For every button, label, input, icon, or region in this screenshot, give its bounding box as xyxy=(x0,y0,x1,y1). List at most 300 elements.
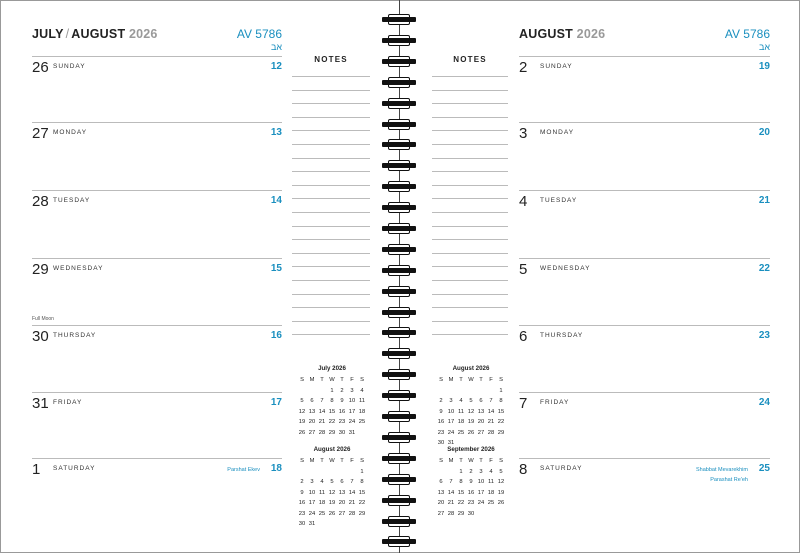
weekday-header: T xyxy=(340,458,344,465)
calendar-day[interactable]: 24 xyxy=(447,429,455,436)
spiral-ring xyxy=(382,139,416,150)
calendar-day xyxy=(357,519,367,530)
hebrew-script-label: אב xyxy=(270,42,282,52)
weekday-header: T xyxy=(320,377,324,384)
calendar-day[interactable]: 1 xyxy=(499,387,503,394)
calendar-day[interactable]: 21 xyxy=(487,419,495,426)
notes-line[interactable] xyxy=(432,144,508,145)
mini-calendar-july xyxy=(297,365,367,438)
mini-calendar-grid xyxy=(297,375,367,438)
calendar-day[interactable]: 12 xyxy=(497,479,505,486)
calendar-day xyxy=(476,386,486,397)
calendar-day[interactable]: 3 xyxy=(350,387,354,394)
calendar-day xyxy=(496,509,506,520)
weekday-header: M xyxy=(309,458,315,465)
calendar-day[interactable]: 3 xyxy=(449,398,453,405)
day-number: 31 xyxy=(32,395,49,412)
calendar-day[interactable]: 6 xyxy=(479,398,483,405)
notes-line[interactable] xyxy=(432,212,508,213)
calendar-day[interactable]: 15 xyxy=(328,408,336,415)
calendar-day[interactable]: 9 xyxy=(439,408,443,415)
calendar-day[interactable]: 4 xyxy=(360,387,364,394)
calendar-day[interactable]: 23 xyxy=(437,429,445,436)
calendar-day[interactable]: 25 xyxy=(318,510,326,517)
calendar-day[interactable]: 6 xyxy=(340,479,344,486)
day-row[interactable] xyxy=(519,56,770,125)
day-name: THURSDAY xyxy=(53,332,97,339)
calendar-day[interactable]: 28 xyxy=(447,510,455,517)
calendar-day[interactable]: 17 xyxy=(447,419,455,426)
calendar-day[interactable]: 6 xyxy=(310,398,314,405)
calendar-day[interactable]: 9 xyxy=(300,489,304,496)
spiral-ring xyxy=(382,495,416,506)
day-row[interactable] xyxy=(519,122,770,191)
calendar-day[interactable]: 22 xyxy=(358,500,366,507)
notes-line[interactable] xyxy=(432,171,508,172)
calendar-day[interactable]: 28 xyxy=(318,429,326,436)
day-name: SUNDAY xyxy=(53,63,86,70)
notes-line[interactable] xyxy=(292,130,370,131)
calendar-day xyxy=(337,467,347,478)
hebrew-date: 13 xyxy=(270,127,282,138)
calendar-day xyxy=(446,386,456,397)
calendar-day[interactable]: 27 xyxy=(308,429,316,436)
calendar-day[interactable]: 20 xyxy=(477,419,485,426)
day-name: TUESDAY xyxy=(540,197,578,204)
hebrew-date: 18 xyxy=(270,463,282,474)
calendar-day[interactable]: 24 xyxy=(477,500,485,507)
calendar-day[interactable]: 18 xyxy=(358,408,366,415)
calendar-day xyxy=(436,386,446,397)
spiral-ring xyxy=(382,390,416,401)
day-name: WEDNESDAY xyxy=(540,265,591,272)
notes-title: NOTES xyxy=(453,55,487,64)
month-label: JULY xyxy=(32,27,64,41)
parsha-note: Shabbat Mevarekhim Parashat Re'eh xyxy=(696,467,748,483)
calendar-day[interactable]: 23 xyxy=(467,500,475,507)
calendar-day[interactable]: 12 xyxy=(298,408,306,415)
calendar-day[interactable]: 20 xyxy=(437,500,445,507)
day-number: 2 xyxy=(519,59,528,76)
calendar-day[interactable]: 7 xyxy=(320,398,324,405)
spiral-ring xyxy=(382,348,416,359)
calendar-day[interactable]: 19 xyxy=(497,489,505,496)
hebrew-script-label: אב xyxy=(758,42,770,52)
calendar-day[interactable]: 30 xyxy=(298,521,306,528)
calendar-day[interactable]: 16 xyxy=(338,408,346,415)
notes-line[interactable] xyxy=(292,321,370,322)
weekday-header: F xyxy=(489,377,493,384)
year-label: 2026 xyxy=(576,27,606,41)
weekday-header: T xyxy=(320,458,324,465)
calendar-day[interactable]: 4 xyxy=(320,479,324,486)
calendar-day[interactable]: 18 xyxy=(318,500,326,507)
day-number: 4 xyxy=(519,193,528,210)
month2-label: AUGUST xyxy=(71,27,126,41)
weekday-header: W xyxy=(329,377,335,384)
calendar-day[interactable]: 3 xyxy=(310,479,314,486)
calendar-day[interactable]: 25 xyxy=(487,500,495,507)
calendar-day[interactable]: 16 xyxy=(467,489,475,496)
calendar-day[interactable]: 10 xyxy=(308,489,316,496)
calendar-day xyxy=(446,467,456,478)
calendar-day[interactable]: 30 xyxy=(437,440,445,447)
notes-line[interactable] xyxy=(292,198,370,199)
calendar-day[interactable]: 26 xyxy=(328,510,336,517)
calendar-day[interactable]: 16 xyxy=(298,500,306,507)
calendar-day[interactable]: 18 xyxy=(487,489,495,496)
notes-line[interactable] xyxy=(432,76,508,77)
calendar-day[interactable]: 25 xyxy=(457,429,465,436)
notes-line[interactable] xyxy=(292,144,370,145)
spiral-ring xyxy=(382,265,416,276)
notes-line[interactable] xyxy=(292,76,370,77)
calendar-day xyxy=(317,467,327,478)
spiral-ring xyxy=(382,14,416,25)
calendar-day[interactable]: 10 xyxy=(447,408,455,415)
weekday-header: F xyxy=(350,377,354,384)
calendar-day xyxy=(436,467,446,478)
right-page xyxy=(400,0,800,553)
calendar-day[interactable]: 12 xyxy=(328,489,336,496)
calendar-day[interactable]: 3 xyxy=(479,468,483,475)
calendar-day xyxy=(317,386,327,397)
calendar-day xyxy=(337,519,347,530)
spiral-ring xyxy=(382,432,416,443)
calendar-day[interactable]: 28 xyxy=(487,429,495,436)
day-row[interactable] xyxy=(519,325,770,394)
day-row[interactable] xyxy=(32,258,282,327)
calendar-day[interactable]: 29 xyxy=(328,429,336,436)
calendar-day xyxy=(297,467,307,478)
spiral-ring xyxy=(382,223,416,234)
calendar-day[interactable]: 16 xyxy=(437,419,445,426)
calendar-day[interactable]: 7 xyxy=(489,398,493,405)
calendar-day[interactable]: 2 xyxy=(300,479,304,486)
day-name: MONDAY xyxy=(53,129,88,136)
notes-line[interactable] xyxy=(292,307,370,308)
left-hebrew-header xyxy=(200,27,282,53)
notes-line[interactable] xyxy=(432,226,508,227)
month-label: AUGUST xyxy=(519,27,573,41)
calendar-day[interactable]: 8 xyxy=(360,479,364,486)
notes-line[interactable] xyxy=(292,103,370,104)
weekday-header: S xyxy=(300,377,304,384)
calendar-day[interactable]: 17 xyxy=(348,408,356,415)
notes-line[interactable] xyxy=(432,266,508,267)
notes-line[interactable] xyxy=(432,130,508,131)
calendar-day[interactable]: 30 xyxy=(338,429,346,436)
calendar-day[interactable]: 7 xyxy=(350,479,354,486)
hebrew-date: 24 xyxy=(758,397,770,408)
calendar-day[interactable]: 2 xyxy=(439,398,443,405)
calendar-day[interactable]: 2 xyxy=(340,387,344,394)
notes-line[interactable] xyxy=(432,294,508,295)
day-number: 26 xyxy=(32,59,49,76)
calendar-day xyxy=(466,386,476,397)
calendar-day[interactable]: 17 xyxy=(308,500,316,507)
notes-line[interactable] xyxy=(432,239,508,240)
spiral-ring xyxy=(382,369,416,380)
notes-line[interactable] xyxy=(292,239,370,240)
mini-calendar-title: August 2026 xyxy=(313,446,351,453)
calendar-day[interactable]: 13 xyxy=(308,408,316,415)
calendar-day[interactable]: 28 xyxy=(348,510,356,517)
weekday-header: S xyxy=(499,377,503,384)
calendar-day[interactable]: 14 xyxy=(487,408,495,415)
weekday-header: S xyxy=(360,458,364,465)
weekday-header: T xyxy=(479,458,483,465)
calendar-day[interactable]: 21 xyxy=(348,500,356,507)
spiral-ring xyxy=(382,307,416,318)
calendar-day[interactable]: 12 xyxy=(467,408,475,415)
calendar-day[interactable]: 15 xyxy=(457,489,465,496)
day-number: 30 xyxy=(32,328,49,345)
calendar-day[interactable]: 24 xyxy=(308,510,316,517)
calendar-day[interactable]: 26 xyxy=(467,429,475,436)
mini-calendar-september xyxy=(436,446,506,519)
day-name: FRIDAY xyxy=(540,399,570,406)
calendar-day[interactable]: 9 xyxy=(340,398,344,405)
year-label: 2026 xyxy=(128,27,158,41)
calendar-day[interactable]: 1 xyxy=(459,468,463,475)
calendar-day[interactable]: 14 xyxy=(318,408,326,415)
mini-calendar-title: August 2026 xyxy=(452,365,490,372)
calendar-day[interactable]: 11 xyxy=(358,398,366,405)
weekday-header: W xyxy=(468,377,474,384)
calendar-day[interactable]: 31 xyxy=(308,521,316,528)
day-number: 27 xyxy=(32,125,49,142)
spiral-ring xyxy=(382,56,416,67)
spiral-ring xyxy=(382,202,416,213)
calendar-day[interactable]: 20 xyxy=(308,419,316,426)
calendar-day[interactable]: 5 xyxy=(469,398,473,405)
hebrew-month-label: AV 5786 xyxy=(236,27,282,41)
calendar-day[interactable]: 7 xyxy=(449,479,453,486)
spiral-ring xyxy=(382,98,416,109)
notes-line[interactable] xyxy=(432,198,508,199)
calendar-day[interactable]: 31 xyxy=(348,429,356,436)
weekday-header: F xyxy=(350,458,354,465)
day-name: THURSDAY xyxy=(540,332,584,339)
calendar-day[interactable]: 13 xyxy=(437,489,445,496)
day-row[interactable] xyxy=(32,190,282,259)
left-month-header xyxy=(32,27,158,41)
notes-line[interactable] xyxy=(432,117,508,118)
mini-calendar-grid xyxy=(297,456,367,530)
calendar-day[interactable]: 8 xyxy=(330,398,334,405)
notes-line[interactable] xyxy=(292,266,370,267)
day-name: SATURDAY xyxy=(540,465,583,472)
calendar-day[interactable]: 25 xyxy=(358,419,366,426)
day-row[interactable] xyxy=(519,458,770,527)
calendar-day[interactable]: 5 xyxy=(330,479,334,486)
notes-line[interactable] xyxy=(292,90,370,91)
mini-calendar-grid xyxy=(436,375,506,449)
calendar-day[interactable]: 19 xyxy=(298,419,306,426)
notes-line[interactable] xyxy=(432,158,508,159)
calendar-day[interactable]: 10 xyxy=(477,479,485,486)
day-number: 5 xyxy=(519,261,528,278)
calendar-day[interactable]: 8 xyxy=(459,479,463,486)
calendar-day[interactable]: 4 xyxy=(489,468,493,475)
calendar-day[interactable]: 27 xyxy=(437,510,445,517)
calendar-day[interactable]: 18 xyxy=(457,419,465,426)
notes-line[interactable] xyxy=(432,90,508,91)
weekday-header: T xyxy=(479,377,483,384)
day-row[interactable] xyxy=(32,392,282,461)
notes-line[interactable] xyxy=(292,334,370,335)
day-row[interactable] xyxy=(519,258,770,327)
day-number: 6 xyxy=(519,328,528,345)
day-number: 29 xyxy=(32,261,49,278)
calendar-day xyxy=(357,428,367,439)
weekday-header: S xyxy=(439,458,443,465)
calendar-day[interactable]: 21 xyxy=(447,500,455,507)
calendar-day[interactable]: 4 xyxy=(459,398,463,405)
calendar-day xyxy=(317,519,327,530)
notes-line[interactable] xyxy=(292,280,370,281)
calendar-day[interactable]: 9 xyxy=(469,479,473,486)
notes-line[interactable] xyxy=(432,321,508,322)
hebrew-date: 12 xyxy=(270,61,282,72)
weekday-header: W xyxy=(329,458,335,465)
notes-line[interactable] xyxy=(292,117,370,118)
day-row[interactable] xyxy=(32,458,282,527)
hebrew-date: 17 xyxy=(270,397,282,408)
calendar-day[interactable]: 1 xyxy=(360,468,364,475)
calendar-day[interactable]: 22 xyxy=(457,500,465,507)
calendar-day[interactable]: 1 xyxy=(330,387,334,394)
calendar-day[interactable]: 14 xyxy=(447,489,455,496)
day-row[interactable] xyxy=(519,190,770,259)
calendar-day[interactable]: 17 xyxy=(477,489,485,496)
calendar-day[interactable]: 30 xyxy=(467,510,475,517)
notes-line[interactable] xyxy=(292,253,370,254)
calendar-day[interactable]: 20 xyxy=(338,500,346,507)
day-row[interactable] xyxy=(32,122,282,191)
weekday-header: M xyxy=(448,458,454,465)
calendar-day[interactable]: 8 xyxy=(499,398,503,405)
weekday-header: M xyxy=(448,377,454,384)
calendar-day[interactable]: 13 xyxy=(338,489,346,496)
spiral-ring xyxy=(382,516,416,527)
day-row[interactable] xyxy=(32,56,282,125)
calendar-day[interactable]: 29 xyxy=(457,510,465,517)
calendar-day xyxy=(476,509,486,520)
calendar-day[interactable]: 26 xyxy=(298,429,306,436)
notes-line[interactable] xyxy=(292,226,370,227)
notes-line[interactable] xyxy=(432,253,508,254)
calendar-day[interactable]: 27 xyxy=(477,429,485,436)
weekday-header: S xyxy=(499,458,503,465)
day-name: TUESDAY xyxy=(53,197,91,204)
calendar-day[interactable]: 19 xyxy=(328,500,336,507)
calendar-day[interactable]: 11 xyxy=(457,408,465,415)
spiral-ring xyxy=(382,411,416,422)
calendar-day[interactable]: 6 xyxy=(439,479,443,486)
spiral-ring xyxy=(382,119,416,130)
calendar-day xyxy=(307,467,317,478)
calendar-day[interactable]: 22 xyxy=(328,419,336,426)
calendar-day xyxy=(327,467,337,478)
notes-line[interactable] xyxy=(432,185,508,186)
calendar-day[interactable]: 22 xyxy=(497,419,505,426)
calendar-day[interactable]: 29 xyxy=(358,510,366,517)
calendar-day xyxy=(347,467,357,478)
calendar-day[interactable]: 23 xyxy=(298,510,306,517)
spiral-ring xyxy=(382,77,416,88)
calendar-day[interactable]: 10 xyxy=(348,398,356,405)
notes-line[interactable] xyxy=(432,307,508,308)
day-row[interactable] xyxy=(519,392,770,461)
mini-calendar-grid xyxy=(436,456,506,519)
weekday-header: M xyxy=(309,377,315,384)
spiral-ring xyxy=(382,244,416,255)
spiral-ring xyxy=(382,181,416,192)
calendar-day[interactable]: 24 xyxy=(348,419,356,426)
right-hebrew-header xyxy=(688,27,770,53)
mini-calendar-title: July 2026 xyxy=(318,365,346,372)
calendar-day[interactable]: 11 xyxy=(318,489,326,496)
notes-line[interactable] xyxy=(432,280,508,281)
calendar-day[interactable]: 5 xyxy=(300,398,304,405)
calendar-day[interactable]: 13 xyxy=(477,408,485,415)
hebrew-date: 16 xyxy=(270,330,282,341)
calendar-day[interactable]: 23 xyxy=(338,419,346,426)
hebrew-month-label: AV 5786 xyxy=(724,27,770,41)
calendar-day[interactable]: 15 xyxy=(358,489,366,496)
calendar-day xyxy=(307,386,317,397)
day-number: 28 xyxy=(32,193,49,210)
hebrew-date: 21 xyxy=(758,195,770,206)
calendar-day[interactable]: 27 xyxy=(338,510,346,517)
calendar-day[interactable]: 19 xyxy=(467,419,475,426)
mini-calendar-title: September 2026 xyxy=(447,446,495,453)
spiral-ring xyxy=(382,35,416,46)
calendar-day[interactable]: 26 xyxy=(497,500,505,507)
notes-line[interactable] xyxy=(292,171,370,172)
weekday-header: S xyxy=(439,377,443,384)
calendar-day[interactable]: 14 xyxy=(348,489,356,496)
hebrew-date: 15 xyxy=(270,263,282,274)
day-name: MONDAY xyxy=(540,129,575,136)
notes-line[interactable] xyxy=(292,212,370,213)
weekday-header: T xyxy=(340,377,344,384)
calendar-day[interactable]: 29 xyxy=(497,429,505,436)
calendar-day[interactable]: 5 xyxy=(499,468,503,475)
spiral-ring xyxy=(382,286,416,297)
notes-line[interactable] xyxy=(292,185,370,186)
notes-line[interactable] xyxy=(292,294,370,295)
calendar-day[interactable]: 21 xyxy=(318,419,326,426)
weekday-header: S xyxy=(300,458,304,465)
day-row[interactable] xyxy=(32,316,282,394)
notes-line[interactable] xyxy=(292,158,370,159)
hebrew-date: 22 xyxy=(758,263,770,274)
day-number: 8 xyxy=(519,461,528,478)
notes-title: NOTES xyxy=(314,55,348,64)
notes-line[interactable] xyxy=(432,334,508,335)
spiral-ring xyxy=(382,453,416,464)
notes-line[interactable] xyxy=(432,103,508,104)
hebrew-date: 19 xyxy=(758,61,770,72)
calendar-day[interactable]: 15 xyxy=(497,408,505,415)
parsha-note: Parshat Ekev xyxy=(227,467,260,473)
calendar-day[interactable]: 31 xyxy=(447,440,455,447)
calendar-day[interactable]: 11 xyxy=(487,479,495,486)
calendar-day[interactable]: 2 xyxy=(469,468,473,475)
